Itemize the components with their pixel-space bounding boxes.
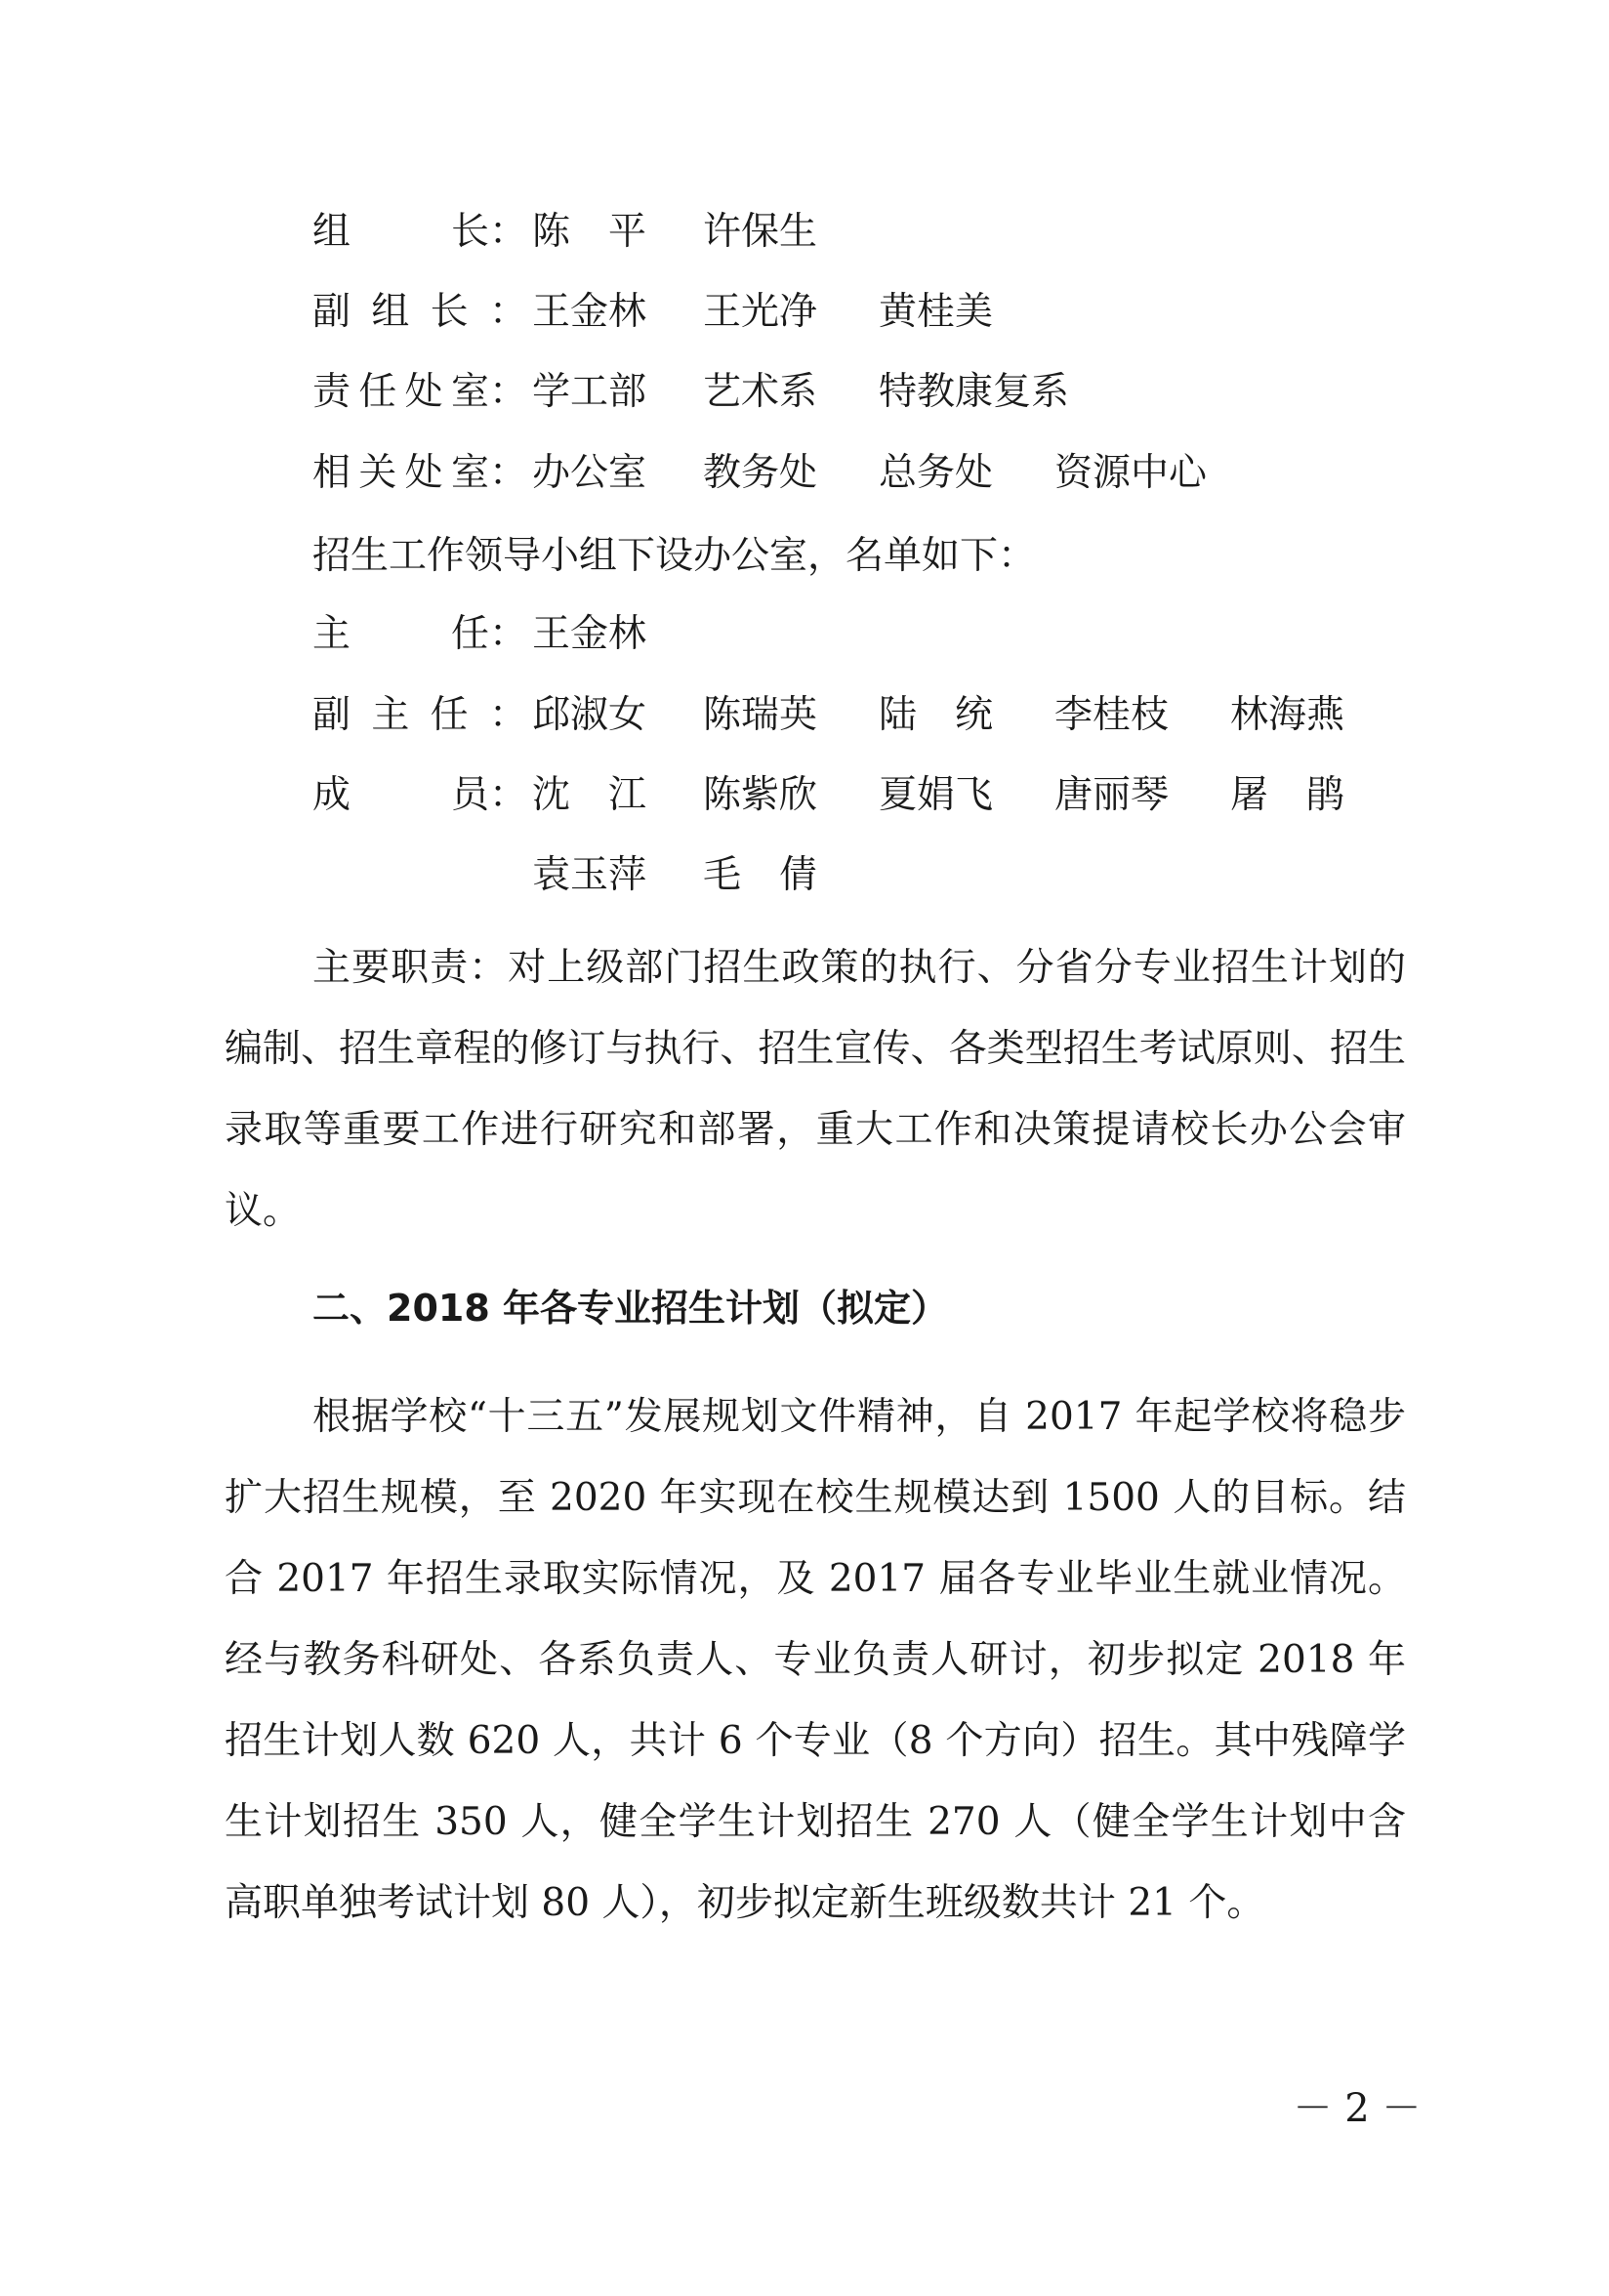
person-name: 夏娟飞 [879, 773, 994, 817]
person-name: 学工部 [532, 370, 647, 414]
person-name: 王光净 [703, 290, 818, 334]
person-name: 李桂枝 [1054, 693, 1170, 737]
person-name: 陈 平 [532, 210, 647, 254]
person-name: 王金林 [532, 612, 647, 656]
person-name: 袁玉萍 [532, 853, 647, 897]
person-name: 总务处 [879, 451, 994, 495]
office-role-label [312, 686, 527, 745]
section-heading: 二、2018 年各专业招生计划（拟定） [312, 1287, 948, 1330]
person-name: 陈紫欣 [703, 773, 818, 817]
role-label-part: 相 [312, 451, 351, 495]
role-label-part: 副 [312, 693, 351, 737]
role-label-part: 任： [450, 612, 527, 656]
role-label-part: 室： [450, 451, 527, 495]
person-name: 陈瑞英 [703, 693, 818, 737]
person-name: 毛 倩 [703, 853, 818, 897]
role-label-part: 任 [358, 370, 397, 414]
person-name: 王金林 [532, 290, 647, 334]
leadership-role-label [312, 283, 527, 342]
plan-paragraph: 根据学校“十三五”发展规划文件精神，自 2017 年起学校将稳步扩大招生规模，至 2020 年实现在校生规模达到 1500 人的目标。结合 2017 年招生录取实际情况，及 2017 届各专业毕业生就业情况。经与教务科研处、各系负责人、专业负责人研讨，初步拟定 2018 年招生计划人数 620 人，共计 6 个专业（8 个方向）招生。其中残障学生计划招生 350 人，健全学生计划招生 270 人（健全学生计划中含高职单独考试计划 80 人），初步拟定新生班级数共计 21 个。 [225, 1395, 1406, 1925]
person-name: 资源中心 [1054, 451, 1208, 495]
role-label-part: 室： [450, 370, 527, 414]
person-name: 屠 鹃 [1230, 773, 1345, 817]
office-role-label [312, 605, 527, 664]
office-intro: 招生工作领导小组下设办公室，名单如下： [312, 534, 1037, 578]
role-label-part: 长 [430, 290, 469, 334]
person-name: 黄桂美 [879, 290, 994, 334]
person-name: 办公室 [532, 451, 647, 495]
leadership-role-label [312, 363, 527, 422]
role-label-part: 主 [312, 612, 351, 656]
page-number: － 2 － [1293, 2086, 1422, 2131]
person-name: 艺术系 [703, 370, 818, 414]
person-name: 特教康复系 [879, 370, 1070, 414]
duties-paragraph: 主要职责：对上级部门招生政策的执行、分省分专业招生计划的编制、招生章程的修订与执行、招生宣传、各类型招生考试原则、招生录取等重要工作进行研究和部署，重大工作和决策提请校长办公会审议。 [225, 946, 1406, 1233]
leadership-role-label [312, 444, 527, 503]
person-name: 唐丽琴 [1054, 773, 1170, 817]
role-label-part: 长： [450, 210, 527, 254]
person-name: 沈 江 [532, 773, 647, 817]
person-name: 教务处 [703, 451, 818, 495]
role-label-part: 组 [312, 210, 351, 254]
role-label-part: 成 [312, 773, 351, 817]
role-label-part: 责 [312, 370, 351, 414]
person-name: 林海燕 [1230, 693, 1345, 737]
role-label-part: 主 [371, 693, 410, 737]
role-label-part: 任 [430, 693, 469, 737]
role-label-part: 处 [404, 451, 443, 495]
office-role-label [312, 766, 527, 825]
person-name: 邱淑女 [532, 693, 647, 737]
role-label-part: ： [488, 693, 527, 737]
role-label-part: 组 [371, 290, 410, 334]
person-name: 陆 统 [879, 693, 994, 737]
role-label-part: 副 [312, 290, 351, 334]
person-name: 许保生 [703, 210, 818, 254]
role-label-part: 员： [450, 773, 527, 817]
role-label-part: 处 [404, 370, 443, 414]
role-label-part: 关 [358, 451, 397, 495]
leadership-role-label [312, 203, 527, 262]
role-label-part: ： [488, 290, 527, 334]
